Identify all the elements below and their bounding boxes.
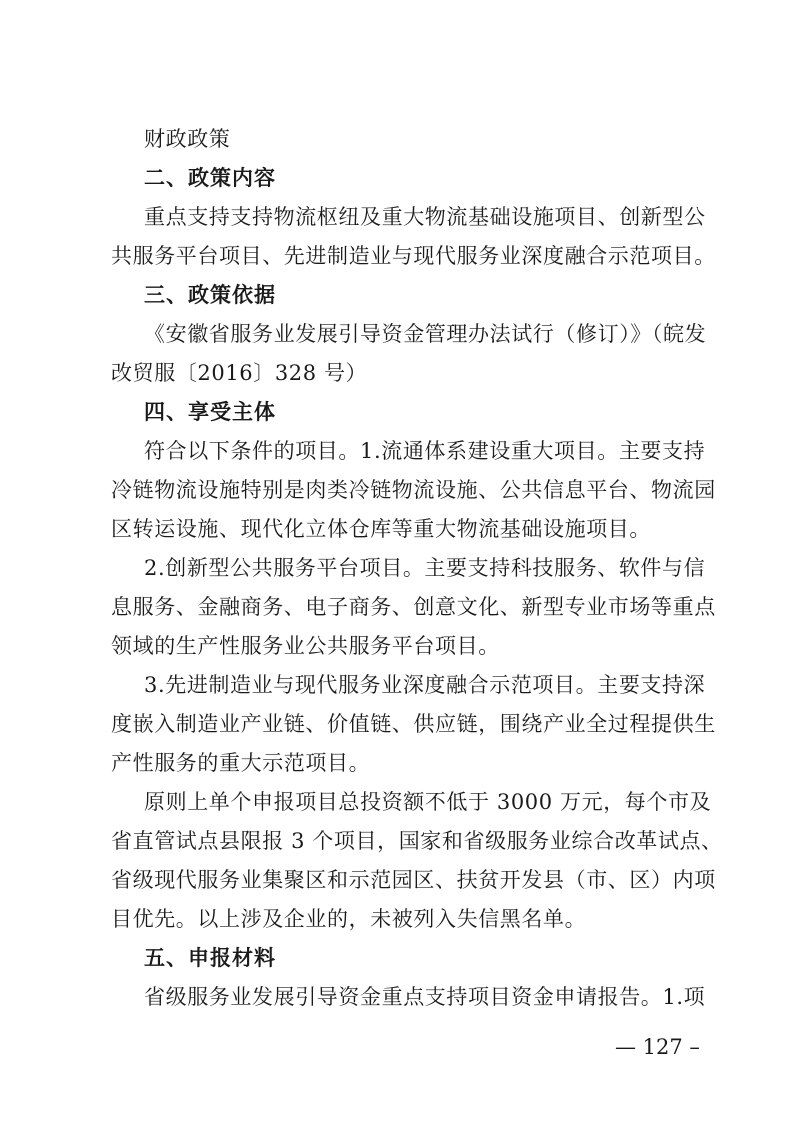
paragraph-line: 重点支持支持物流枢纽及重大物流基础设施项目、创新型公 bbox=[144, 205, 706, 229]
paragraph-line: 《安徽省服务业发展引导资金管理办法试行（修订）》（皖发 bbox=[144, 322, 707, 346]
section-heading-policy-content: 二、政策内容 bbox=[144, 166, 276, 190]
paragraph-line: 共服务平台项目、先进制造业与现代服务业深度融合示范项目。 bbox=[111, 244, 716, 268]
page-number: — 127 – bbox=[615, 1035, 700, 1059]
paragraph-line: 产性服务的重大示范项目。 bbox=[111, 751, 371, 775]
paragraph-line: 省级服务业发展引导资金重点支持项目资金申请报告。1.项 bbox=[144, 985, 706, 1009]
paragraph-line: 省级现代服务业集聚区和示范园区、扶贫开发县（市、区）内项 bbox=[111, 868, 716, 892]
text-line-continuation: 财政政策 bbox=[144, 127, 231, 151]
paragraph-line: 冷链物流设施特别是肉类冷链物流设施、公共信息平台、物流园 bbox=[111, 478, 716, 502]
section-heading-policy-basis: 三、政策依据 bbox=[144, 283, 276, 307]
paragraph-line: 2.创新型公共服务平台项目。主要支持科技服务、软件与信 bbox=[144, 556, 706, 580]
section-heading-eligible-entities: 四、享受主体 bbox=[144, 400, 276, 424]
paragraph-line: 目优先。以上涉及企业的，未被列入失信黑名单。 bbox=[111, 907, 587, 931]
paragraph-line: 省直管试点县限报 3 个项目，国家和省级服务业综合改革试点、 bbox=[111, 829, 723, 853]
paragraph-line: 息服务、金融商务、电子商务、创意文化、新型专业市场等重点 bbox=[111, 595, 716, 619]
paragraph-line: 区转运设施、现代化立体仓库等重大物流基础设施项目。 bbox=[111, 517, 651, 541]
paragraph-line: 原则上单个申报项目总投资额不低于 3000 万元，每个市及 bbox=[144, 790, 712, 814]
paragraph-line: 领域的生产性服务业公共服务平台项目。 bbox=[111, 634, 500, 658]
paragraph-line: 改贸服〔2016〕328 号） bbox=[111, 361, 368, 385]
paragraph-line: 度嵌入制造业产业链、价值链、供应链，围绕产业全过程提供生 bbox=[111, 712, 716, 736]
section-heading-application-materials: 五、申报材料 bbox=[144, 946, 276, 970]
paragraph-line: 3.先进制造业与现代服务业深度融合示范项目。主要支持深 bbox=[144, 673, 706, 697]
paragraph-line: 符合以下条件的项目。1.流通体系建设重大项目。主要支持 bbox=[144, 439, 706, 463]
